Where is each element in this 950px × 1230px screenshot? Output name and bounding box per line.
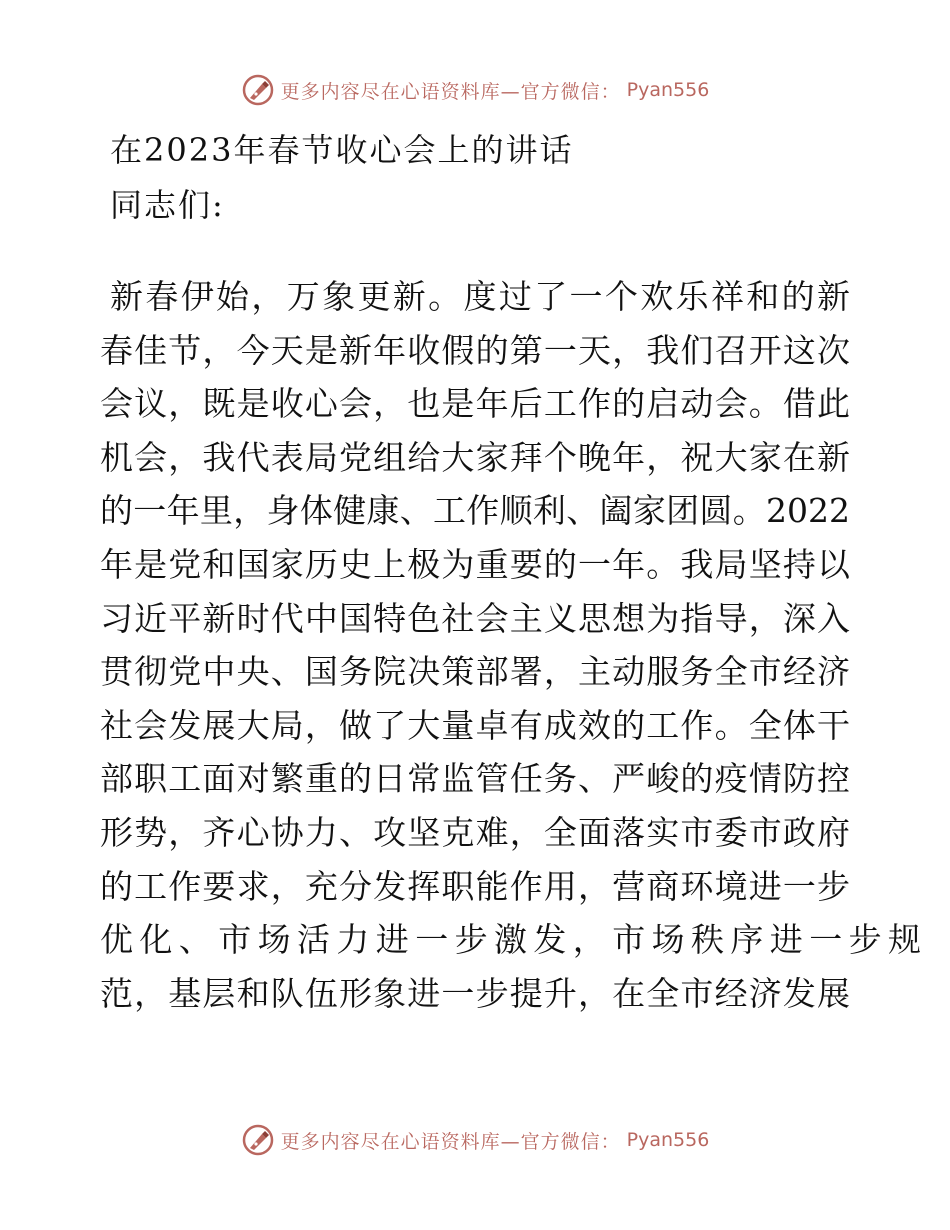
- body-paragraph: [100, 270, 928, 1020]
- footer-watermark: [0, 1120, 950, 1160]
- body-line: 社会发展大局，做了大量卓有成效的工作。全体干: [100, 705, 850, 745]
- body-line: 范，基层和队伍形象进一步提升，在全市经济发展: [100, 973, 850, 1013]
- body-line: 部职工面对繁重的日常监管任务、严峻的疫情防控: [100, 759, 850, 799]
- document-title: 在2023年春节收心会上的讲话: [110, 131, 574, 169]
- body-line: 的一年里，身体健康、工作顺利、阖家团圆。2022: [100, 491, 850, 531]
- watermark-account: Pyan556: [626, 1129, 710, 1151]
- watermark-account: Pyan556: [626, 79, 710, 101]
- body-line: 新春伊始，万象更新。度过了一个欢乐祥和的新: [110, 277, 850, 316]
- body-line: 年是党和国家历史上极为重要的一年。我局坚持以: [100, 544, 850, 584]
- header-watermark: [0, 70, 950, 110]
- body-line: 贯彻党中央、国务院决策部署，主动服务全市经济: [100, 652, 850, 692]
- body-line: 习近平新时代中国特色社会主义思想为指导，深入: [100, 598, 850, 638]
- body-line: 优化、市场活力进一步激发，市场秩序进一步规: [100, 920, 928, 960]
- body-line: 春佳节，今天是新年收假的第一天，我们召开这次: [100, 330, 850, 370]
- body-line: 机会，我代表局党组给大家拜个晚年，祝大家在新: [100, 437, 850, 477]
- salutation: 同志们:: [110, 186, 225, 224]
- watermark-text: 更多内容尽在心语资料库—官方微信：: [280, 80, 621, 103]
- pen-logo-icon: [241, 73, 275, 107]
- body-line: 的工作要求，充分发挥职能作用，营商环境进一步: [100, 866, 850, 906]
- body-line: 会议，既是收心会，也是年后工作的启动会。借此: [100, 384, 850, 424]
- pen-logo-icon: [241, 1123, 275, 1157]
- body-line: 形势，齐心协力、攻坚克难，全面落实市委市政府: [100, 812, 850, 852]
- watermark-text: 更多内容尽在心语资料库—官方微信：: [280, 1130, 621, 1153]
